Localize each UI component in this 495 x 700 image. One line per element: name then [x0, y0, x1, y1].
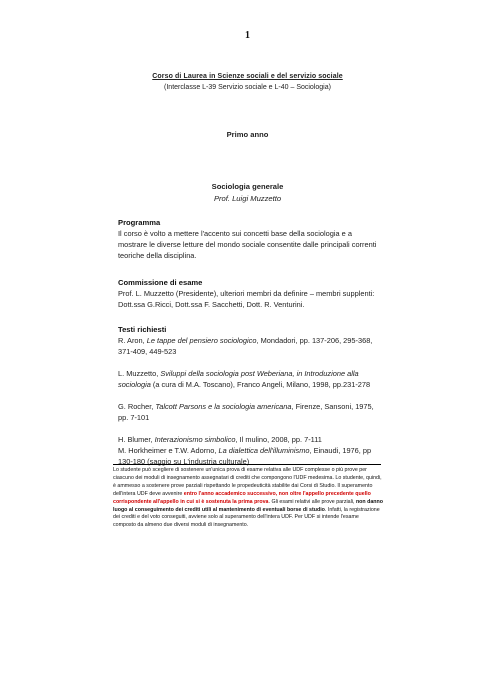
commissione-section: [118, 278, 380, 310]
commissione-heading: Commissione di esame: [118, 278, 203, 287]
programma-section: [118, 218, 380, 261]
footnote-divider: [113, 464, 381, 465]
footnote-bold-text: non danno luogo al conseguimento dei crediti utili al mantenimento di eventuali borse di studio: [113, 498, 384, 513]
programma-text: Il corso è volto a mettere l'accento sui concetti base della sociologia e a mostrare le diverse letture del mondo sociale consentite dalle principali correnti teoriche della disciplina.: [118, 229, 377, 260]
footnote: Lo studente può scegliere di sostenere un'unica prova di esame relativa alle UDF complesse o più prove per ciascuno dei moduli di insegnamento assegnatari di crediti che compongono l'UDF medesima. Lo studente, quindi, è ammesso a sostenere prove parziali rispettando le propedeuticità stabilite dai Corsi di Studio. Il superamento dell'intera UDF deve avvenire entro l'anno accademico successivo, non oltre l'appello precedente quello corrispondente all'appello in cui si è sostenuta la prima prova. Gli esami relativi alle prove parziali, non danno luogo al conseguimento dei crediti utili al mantenimento di eventuali borse di studio. Infatti, la registrazione dei crediti e del voto conseguiti, avviene solo al superamento dell'intera UDF. Per UDF si intende l'esame composto da almeno due diversi moduli di insegnamento.: [113, 467, 384, 529]
footnote-red-text: entro l'anno accademico successivo, non oltre l'appello precedente quello corrispondente all'appello in cui si è sostenuta la prima prova: [113, 490, 371, 505]
reference-item: R. Aron, Le tappe del pensiero sociologico, Mondadori, pp. 137-206, 295-368, 371-409, 449-523: [118, 336, 373, 356]
commissione-text: Prof. L. Muzzetto (Presidente), ulteriori membri da definire – membri supplenti: Dott.ssa G.Ricci, Dott.ssa F. Sacchetti, Dott. R. Venturini.: [118, 289, 375, 309]
testi-heading: Testi richiesti: [118, 325, 167, 334]
testi-section: [118, 325, 380, 478]
reference-item: M. Horkheimer e T.W. Adorno, La dialettica dell'illuminismo, Einaudi, 1976, pp 130-180 (saggio su L'industria culturale): [118, 446, 372, 466]
page-number: 1: [245, 30, 250, 41]
professor-name: Prof. Luigi Muzzetto: [213, 194, 282, 203]
reference-item: L. Muzzetto, Sviluppi della sociologia post Weberiana, in Introduzione alla sociologia (a cura di M.A. Toscano), Franco Angeli, Milano, 1998, pp.231-278: [118, 369, 371, 389]
reference-item: G. Rocher, Talcott Parsons e la sociologia americana, Firenze, Sansoni, 1975, pp. 7-101: [118, 402, 374, 422]
year-heading: Primo anno: [226, 130, 269, 139]
subject-title: Sociologia generale: [211, 182, 284, 191]
course-title: Corso di Laurea in Scienze sociali e del servizio sociale: [152, 73, 343, 80]
course-classes: (Interclasse L-39 Servizio sociale e L-40 – Sociologia): [164, 84, 331, 91]
programma-heading: Programma: [118, 218, 161, 227]
reference-item: H. Blumer, Interazionismo simbolico, Il mulino, 2008, pp. 7-111: [118, 435, 322, 444]
